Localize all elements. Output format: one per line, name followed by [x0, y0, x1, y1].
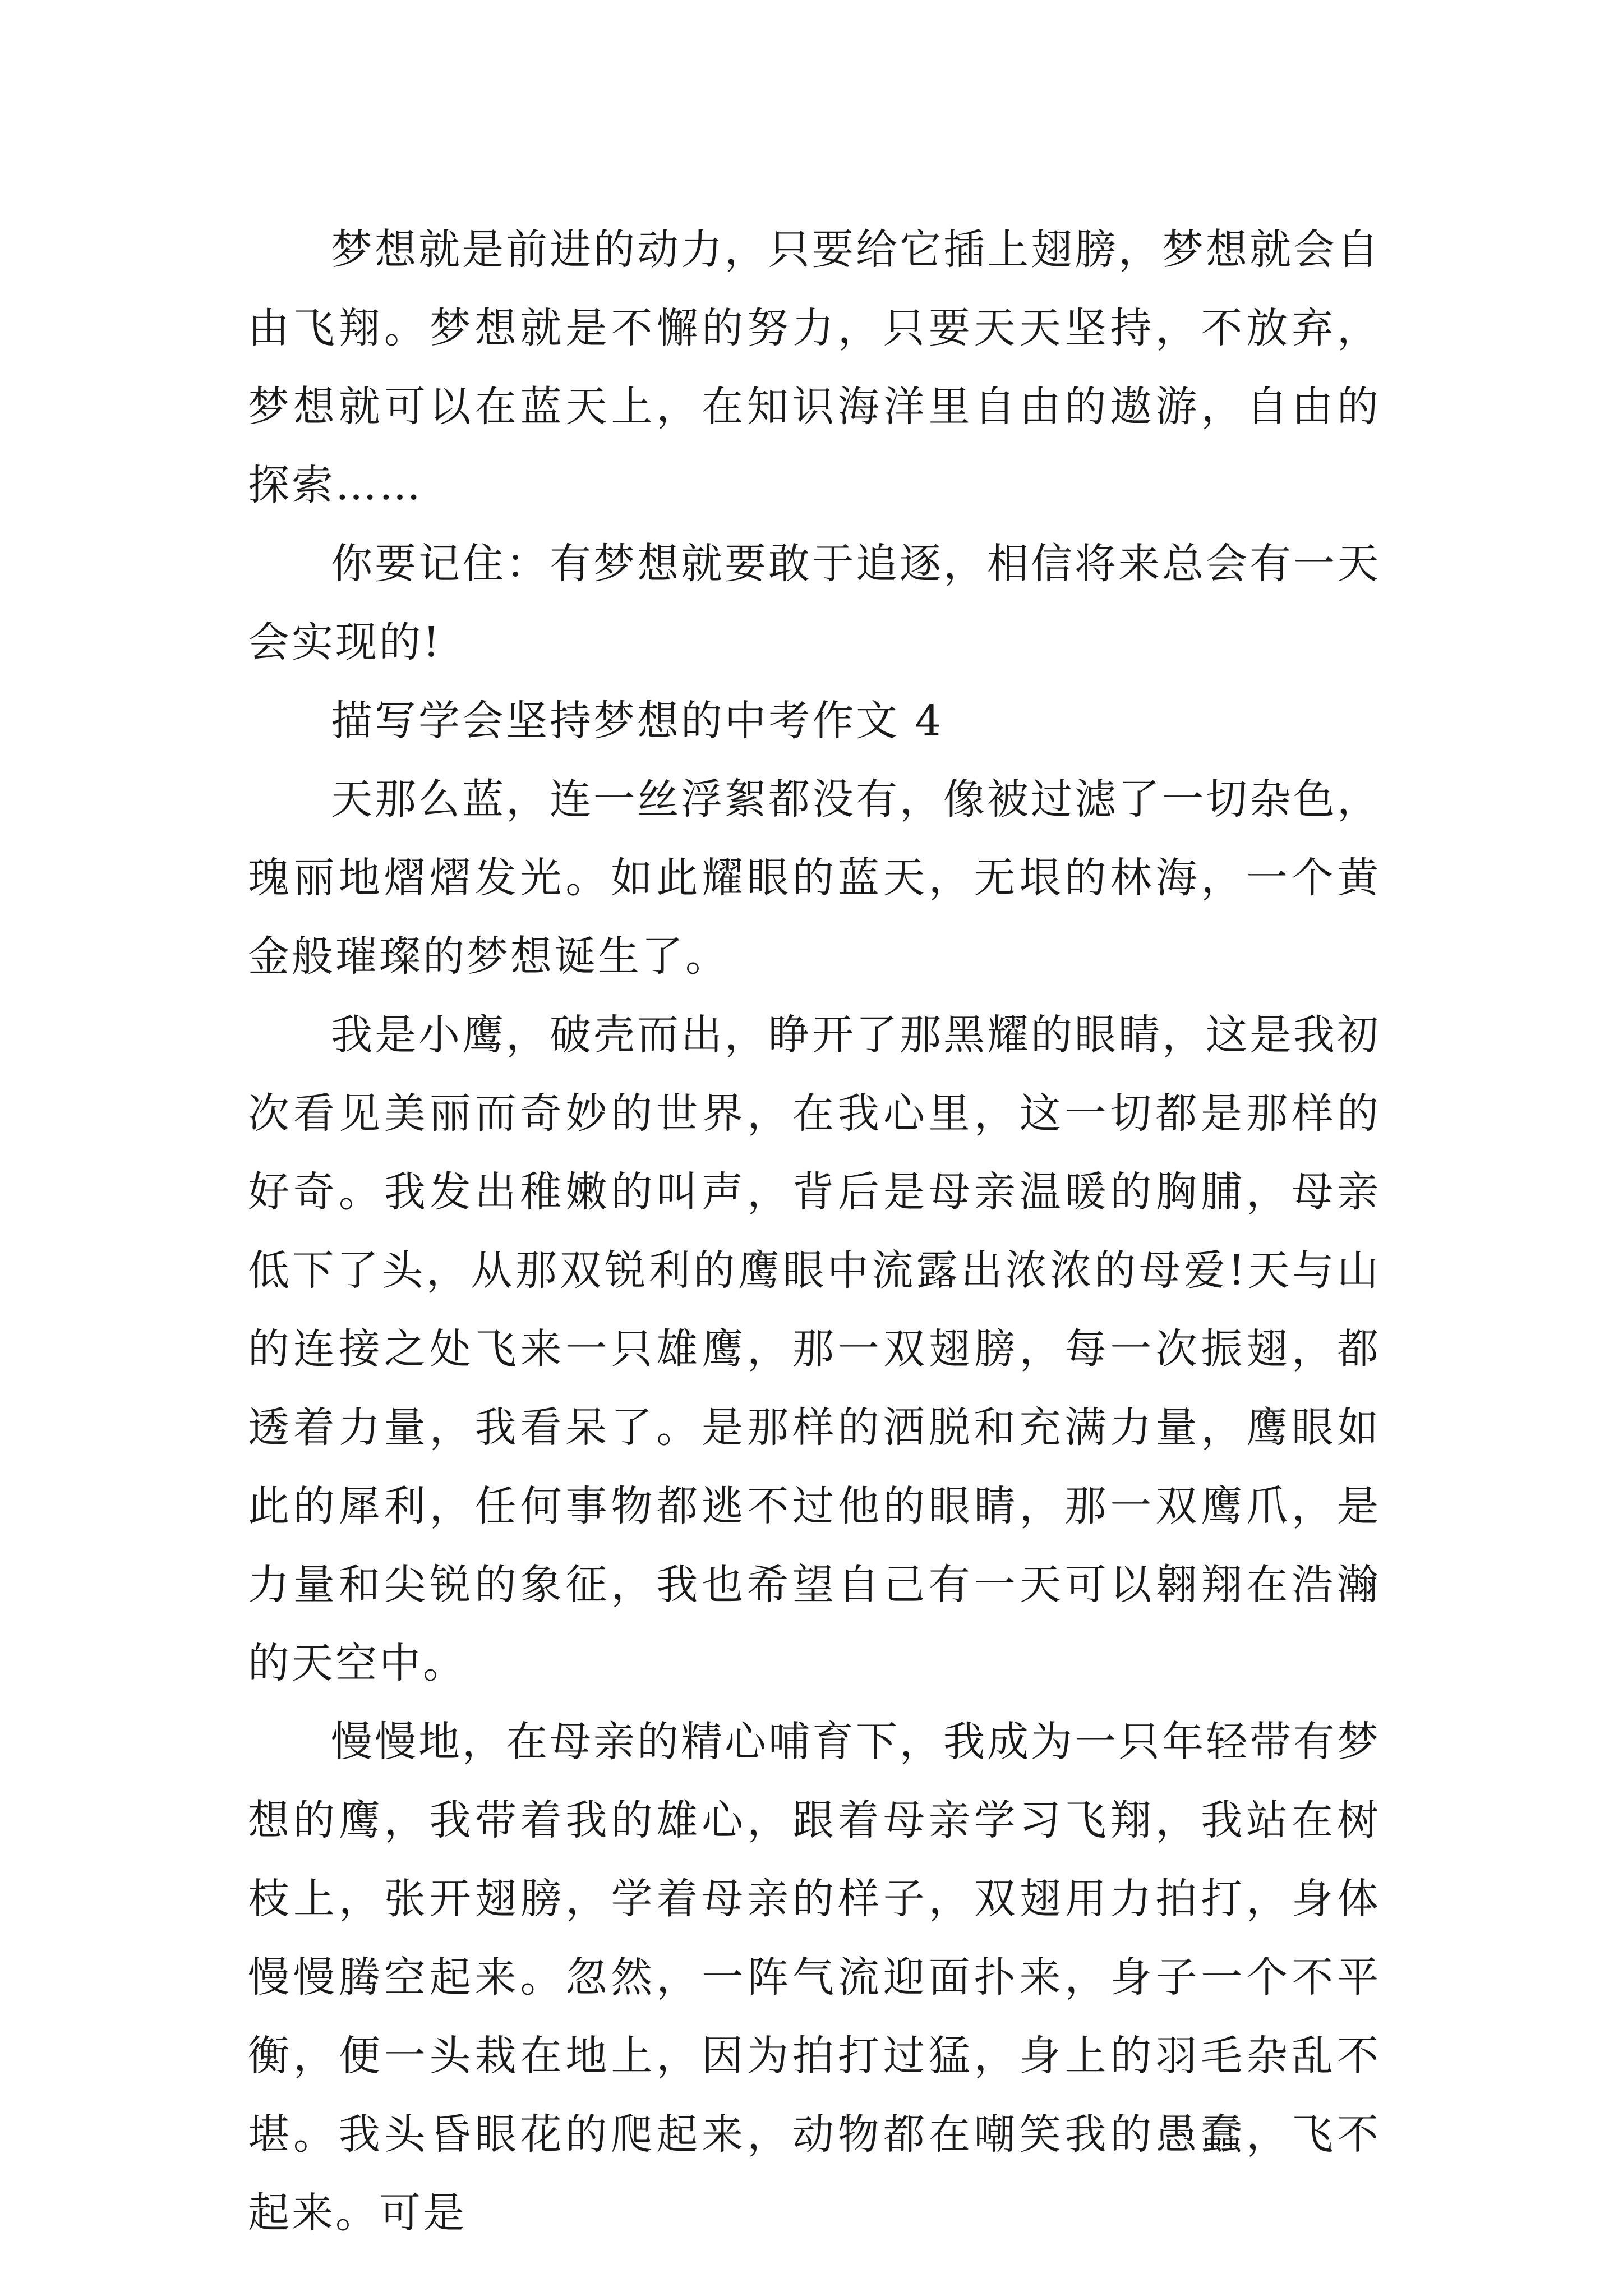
paragraph-dream-power: 梦想就是前进的动力，只要给它插上翅膀，梦想就会自由飞翔。梦想就是不懈的努力，只要天天坚持，不放弃，梦想就可以在蓝天上，在知识海洋里自由的遨游，自由的探索……	[248, 226, 1381, 509]
paragraph-learning-to-fly: 慢慢地，在母亲的精心哺育下，我成为一只年轻带有梦想的鹰，我带着我的雄心，跟着母亲学习飞翔，我站在树枝上，张开翅膀，学着母亲的样子，双翅用力拍打，身体慢慢腾空起来。忽然，一阵气流迎面扑来，身子一个不平衡，便一头栽在地上，因为拍打过猛，身上的羽毛杂乱不堪。我头昏眼花的爬起来，动物都在嘲笑我的愚蠢，飞不起来。可是	[248, 1718, 1381, 2237]
paragraph-remember: 你要记住：有梦想就要敢于追逐，相信将来总会有一天会实现的!	[248, 540, 1381, 666]
document-body	[248, 210, 1381, 2252]
paragraph-blue-sky: 天那么蓝，连一丝浮絮都没有，像被过滤了一切杂色，瑰丽地熠熠发光。如此耀眼的蓝天，无垠的林海，一个黄金般璀璨的梦想诞生了。	[248, 775, 1381, 981]
paragraph-little-eagle: 我是小鹰，破壳而出，睁开了那黑耀的眼睛，这是我初次看见美丽而奇妙的世界，在我心里，这一切都是那样的好奇。我发出稚嫩的叫声，背后是母亲温暖的胸脯，母亲低下了头，从那双锐利的鹰眼中流露出浓浓的母爱!天与山的连接之处飞来一只雄鹰，那一双翅膀，每一次振翅，都透着力量，我看呆了。是那样的洒脱和充满力量，鹰眼如此的犀利，任何事物都逃不过他的眼睛，那一双鹰爪，是力量和尖锐的象征，我也希望自己有一天可以翱翔在浩瀚的天空中。	[248, 1011, 1381, 1687]
section-title: 描写学会坚持梦想的中考作文 4	[331, 697, 944, 745]
